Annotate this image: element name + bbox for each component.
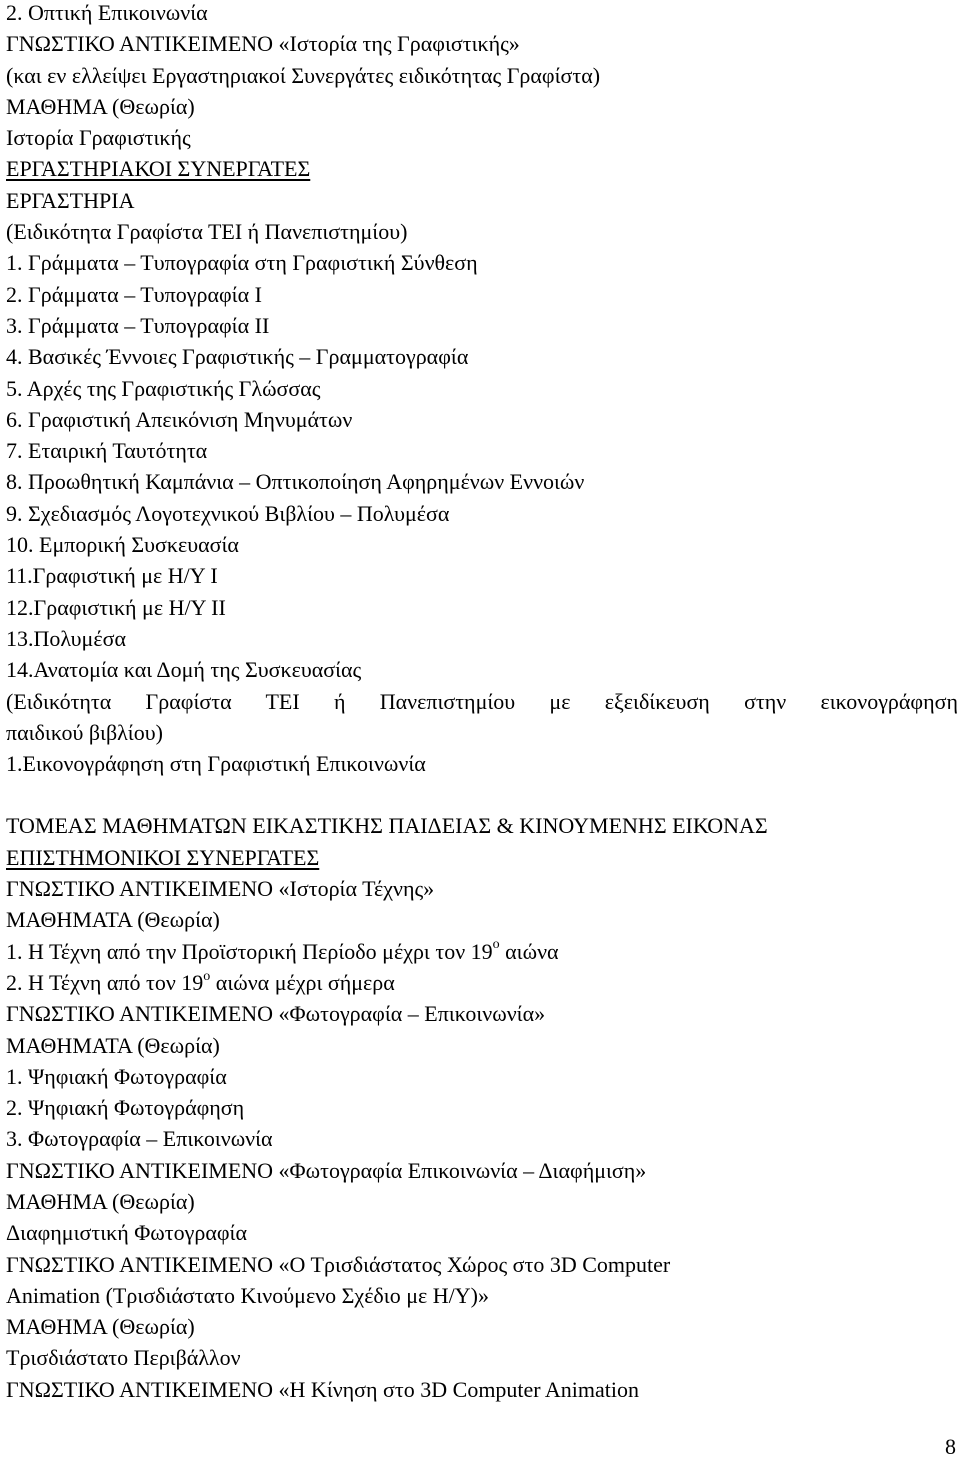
list-item	[6, 967, 958, 998]
list-item: 7. Εταιρική Ταυτότητα	[6, 438, 208, 464]
scientific-collaborators-heading: ΕΠΙΣΤΗΜΟΝΙΚΟΙ ΣΥΝΕΡΓΑΤΕΣ	[6, 844, 320, 870]
list-item-text: 2. Η Τέχνη από τον 19	[6, 969, 204, 995]
list-item-text-end: αιώνα μέχρι σήμερα	[210, 969, 395, 995]
list-item: 5. Αρχές της Γραφιστικής Γλώσσας	[6, 375, 321, 401]
document-page	[6, 0, 958, 1405]
subject-heading: ΓΝΩΣΤΙΚΟ ΑΝΤΙΚΕΙΜΕΝΟ «Φωτογραφία – Επικοινωνία»	[6, 1001, 546, 1027]
list-item: 4. Βασικές Έννοιες Γραφιστικής – Γραμματογραφία	[6, 344, 469, 370]
section-heading: 2. Οπτική Επικοινωνία	[6, 0, 208, 25]
subject-heading-continuation: Animation (Τρισδιάστατο Κινούμενο Σχέδιο με Η/Υ)»	[6, 1282, 489, 1308]
course-title: Διαφημιστική Φωτογραφία	[6, 1220, 247, 1246]
list-item-text-end: αιώνα	[499, 938, 559, 964]
list-item	[6, 936, 958, 967]
underlined-heading-row	[6, 842, 958, 873]
list-item: 1.Εικονογράφηση στη Γραφιστική Επικοινωνία	[6, 751, 426, 777]
list-item: 3. Φωτογραφία – Επικοινωνία	[6, 1126, 273, 1152]
list-item: 1. Γράμματα – Τυπογραφία στη Γραφιστική Σύνθεση	[6, 250, 478, 276]
list-item-text: 1. Η Τέχνη από την Προϊστορική Περίοδο μέχρι τον 19	[6, 938, 493, 964]
list-item: 13.Πολυμέσα	[6, 625, 126, 651]
course-type-heading: ΜΑΘΗΜΑΤΑ (Θεωρία)	[6, 907, 220, 933]
specialty-note-justified: (Ειδικότητα Γραφίστα ΤΕΙ ή Πανεπιστημίου με εξειδίκευση στην εικονογράφηση	[6, 688, 958, 714]
department-heading: ΤΟΜΕΑΣ ΜΑΘΗΜΑΤΩΝ ΕΙΚΑΣΤΙΚΗΣ ΠΑΙΔΕΙΑΣ & ΚΙΝΟΥΜΕΝΗΣ ΕΙΚΟΝΑΣ	[6, 813, 768, 839]
lab-collaborators-heading: ΕΡΓΑΣΤΗΡΙΑΚΟΙ ΣΥΝΕΡΓΑΤΕΣ	[6, 156, 311, 182]
course-type-heading: ΜΑΘΗΜΑΤΑ (Θεωρία)	[6, 1032, 220, 1058]
list-item: 8. Προωθητική Καμπάνια – Οπτικοποίηση Αφηρημένων Εννοιών	[6, 469, 585, 495]
list-item: 2. Ψηφιακή Φωτογράφηση	[6, 1095, 245, 1121]
specialty-note: (Ειδικότητα Γραφίστα ΤΕΙ ή Πανεπιστημίου)	[6, 219, 408, 245]
ordinal-superscript: ο	[203, 968, 211, 984]
subject-heading: ΓΝΩΣΤΙΚΟ ΑΝΤΙΚΕΙΜΕΝΟ «Ιστορία Τέχνης»	[6, 876, 435, 902]
course-type-heading: ΜΑΘΗΜΑ (Θεωρία)	[6, 1314, 195, 1340]
list-item: 6. Γραφιστική Απεικόνιση Μηνυμάτων	[6, 406, 353, 432]
subject-heading: ΓΝΩΣΤΙΚΟ ΑΝΤΙΚΕΙΜΕΝΟ «Η Κίνηση στο 3D Computer Animation	[6, 1376, 640, 1402]
list-item: 9. Σχεδιασμός Λογοτεχνικού Βιβλίου – Πολυμέσα	[6, 500, 450, 526]
specialty-note-continuation: παιδικού βιβλίου)	[6, 719, 163, 745]
subject-heading: ΓΝΩΣΤΙΚΟ ΑΝΤΙΚΕΙΜΕΝΟ «Φωτογραφία Επικοινωνία – Διαφήμιση»	[6, 1157, 647, 1183]
course-title: Τρισδιάστατο Περιβάλλον	[6, 1345, 241, 1371]
list-item: 10. Εμπορική Συσκευασία	[6, 532, 239, 558]
list-item: 11.Γραφιστική με Η/Υ Ι	[6, 563, 218, 589]
course-type-heading: ΜΑΘΗΜΑ (Θεωρία)	[6, 93, 195, 119]
list-item: 2. Γράμματα – Τυπογραφία Ι	[6, 281, 262, 307]
subject-heading: ΓΝΩΣΤΙΚΟ ΑΝΤΙΚΕΙΜΕΝΟ «Ιστορία της Γραφιστικής»	[6, 31, 520, 57]
note-line: (και εν ελλείψει Εργαστηριακοί Συνεργάτες ειδικότητας Γραφίστα)	[6, 62, 601, 88]
list-item: 12.Γραφιστική με Η/Υ ΙΙ	[6, 594, 226, 620]
ordinal-superscript: ο	[492, 937, 500, 953]
underlined-heading-row	[6, 153, 958, 184]
course-title: Ιστορία Γραφιστικής	[6, 125, 191, 151]
subject-heading: ΓΝΩΣΤΙΚΟ ΑΝΤΙΚΕΙΜΕΝΟ «Ο Τρισδιάστατος Χώρος στο 3D Computer	[6, 1251, 671, 1277]
list-item: 3. Γράμματα – Τυπογραφία ΙΙ	[6, 312, 270, 338]
labs-heading: ΕΡΓΑΣΤΗΡΙΑ	[6, 187, 135, 213]
course-type-heading: ΜΑΘΗΜΑ (Θεωρία)	[6, 1188, 195, 1214]
page-number: 8	[945, 1434, 956, 1459]
list-item: 14.Ανατομία και Δομή της Συσκευασίας	[6, 657, 362, 683]
list-item: 1. Ψηφιακή Φωτογραφία	[6, 1063, 227, 1089]
